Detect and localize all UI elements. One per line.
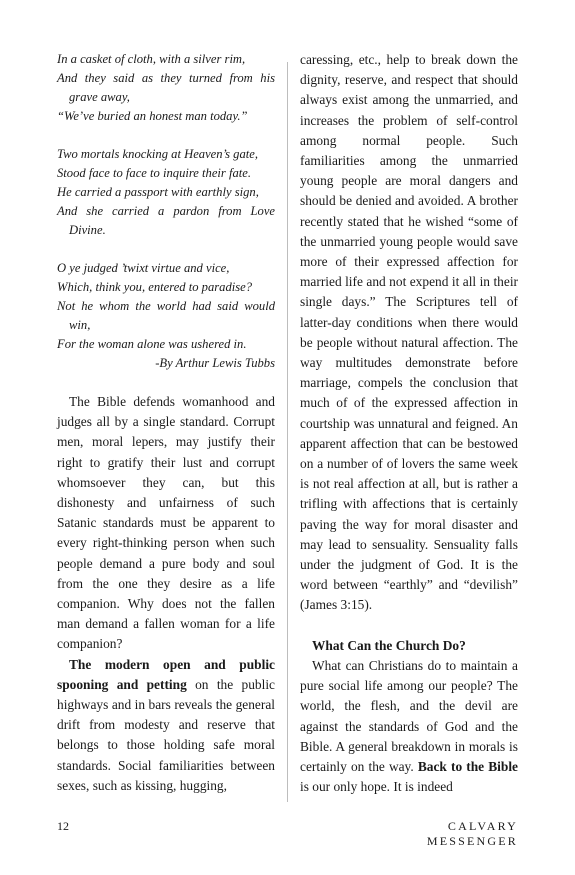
paragraph-caressing: caressing, etc., help to break down the dignity, reserve, and respect that should always exist among the unmarried, and increases the problem of self-control among normal people. Such familiarities among the unmarried young people are moral dangers and should be denied and avoided. A brother recently stated that he wished “some of the unmarried young people would save more of their expressed affection for married life and not expend it all in their single days.” The Scriptures tell of latter-day conditions when there would be people without natural affection. The way multitudes demonstrate before marriage, compels the conclusion that much of of the expressed affection in courtship was unnatural and feigned. An apparent affection that can be bestowed on a number of of lovers the same week is not real affection at all, but is rather a trifling with affections that is certainly paving the way for moral disaster and may lead to sensuality. Sensuality falls under the judgment of God. It is the word between “earthly” and “devilish” (James 3:15). bbox=[300, 52, 518, 613]
column-divider bbox=[287, 62, 288, 802]
section-heading: What Can the Church Do? bbox=[312, 637, 466, 653]
poem-stanza-1 bbox=[57, 50, 275, 126]
poem-line: He carried a passport with earthly sign, bbox=[57, 185, 259, 199]
left-column bbox=[57, 50, 275, 796]
paragraph-bible-defends: The Bible defends womanhood and judges all by a single standard. Corrupt men, moral lepers, may justify their right to gratify their lust and corrupt whomsoever they can, but this dishonesty and unfairness of such Satanic standards must be apparent to every right-thinking person when such people demand a pure body and soul from the one they desire as a life companion. Why does not the fallen man demand a fallen woman for a life companion? bbox=[57, 394, 275, 652]
running-title: CALVARY MESSENGER bbox=[426, 819, 518, 848]
poem-stanza-2 bbox=[57, 145, 275, 240]
right-column bbox=[300, 50, 518, 797]
poem-line: And she carried a pardon from Love Divine. bbox=[57, 204, 275, 237]
poem-line: For the woman alone was ushered in. bbox=[57, 337, 247, 351]
poem-stanza-3 bbox=[57, 259, 275, 373]
poem-line: Stood face to face to inquire their fate. bbox=[57, 166, 251, 180]
poem-attribution: -By Arthur Lewis Tubbs bbox=[155, 356, 275, 370]
poem-line: In a casket of cloth, with a silver rim, bbox=[57, 52, 246, 66]
poem-line: “We’ve buried an honest man today.” bbox=[57, 109, 248, 123]
paragraph-spooning bbox=[57, 655, 275, 796]
bold-phrase: The modern open and public spooning and petting bbox=[57, 656, 275, 692]
section-gap bbox=[300, 616, 518, 636]
poem-line: O ye judged ’twixt virtue and vice, bbox=[57, 261, 230, 275]
paragraph-text: What can Christians do to maintain a pure social life among our people? The world, the flesh, and the devil are against the standards of God and the Bible. A general breakdown in morals is certainly on the way. bbox=[300, 657, 518, 774]
bold-phrase: Back to the Bible bbox=[417, 758, 518, 774]
poem-line: Not he whom the world had said would win, bbox=[57, 299, 275, 332]
paragraph-text: is our only hope. It is indeed bbox=[300, 779, 453, 795]
poem-line: Which, think you, entered to paradise? bbox=[57, 280, 253, 294]
poem-line: And they said as they turned from his grave away, bbox=[57, 71, 275, 104]
page-number: 12 bbox=[57, 819, 69, 833]
poem-line: Two mortals knocking at Heaven’s gate, bbox=[57, 147, 259, 161]
paragraph-what-can-christians bbox=[300, 656, 518, 797]
paragraph-text: on the public highways and in bars reveals the general drift from modesty and reserve that belongs to those holding safe moral standards. Social familiarities between sexes, such as kissing, hugging, bbox=[57, 676, 275, 793]
